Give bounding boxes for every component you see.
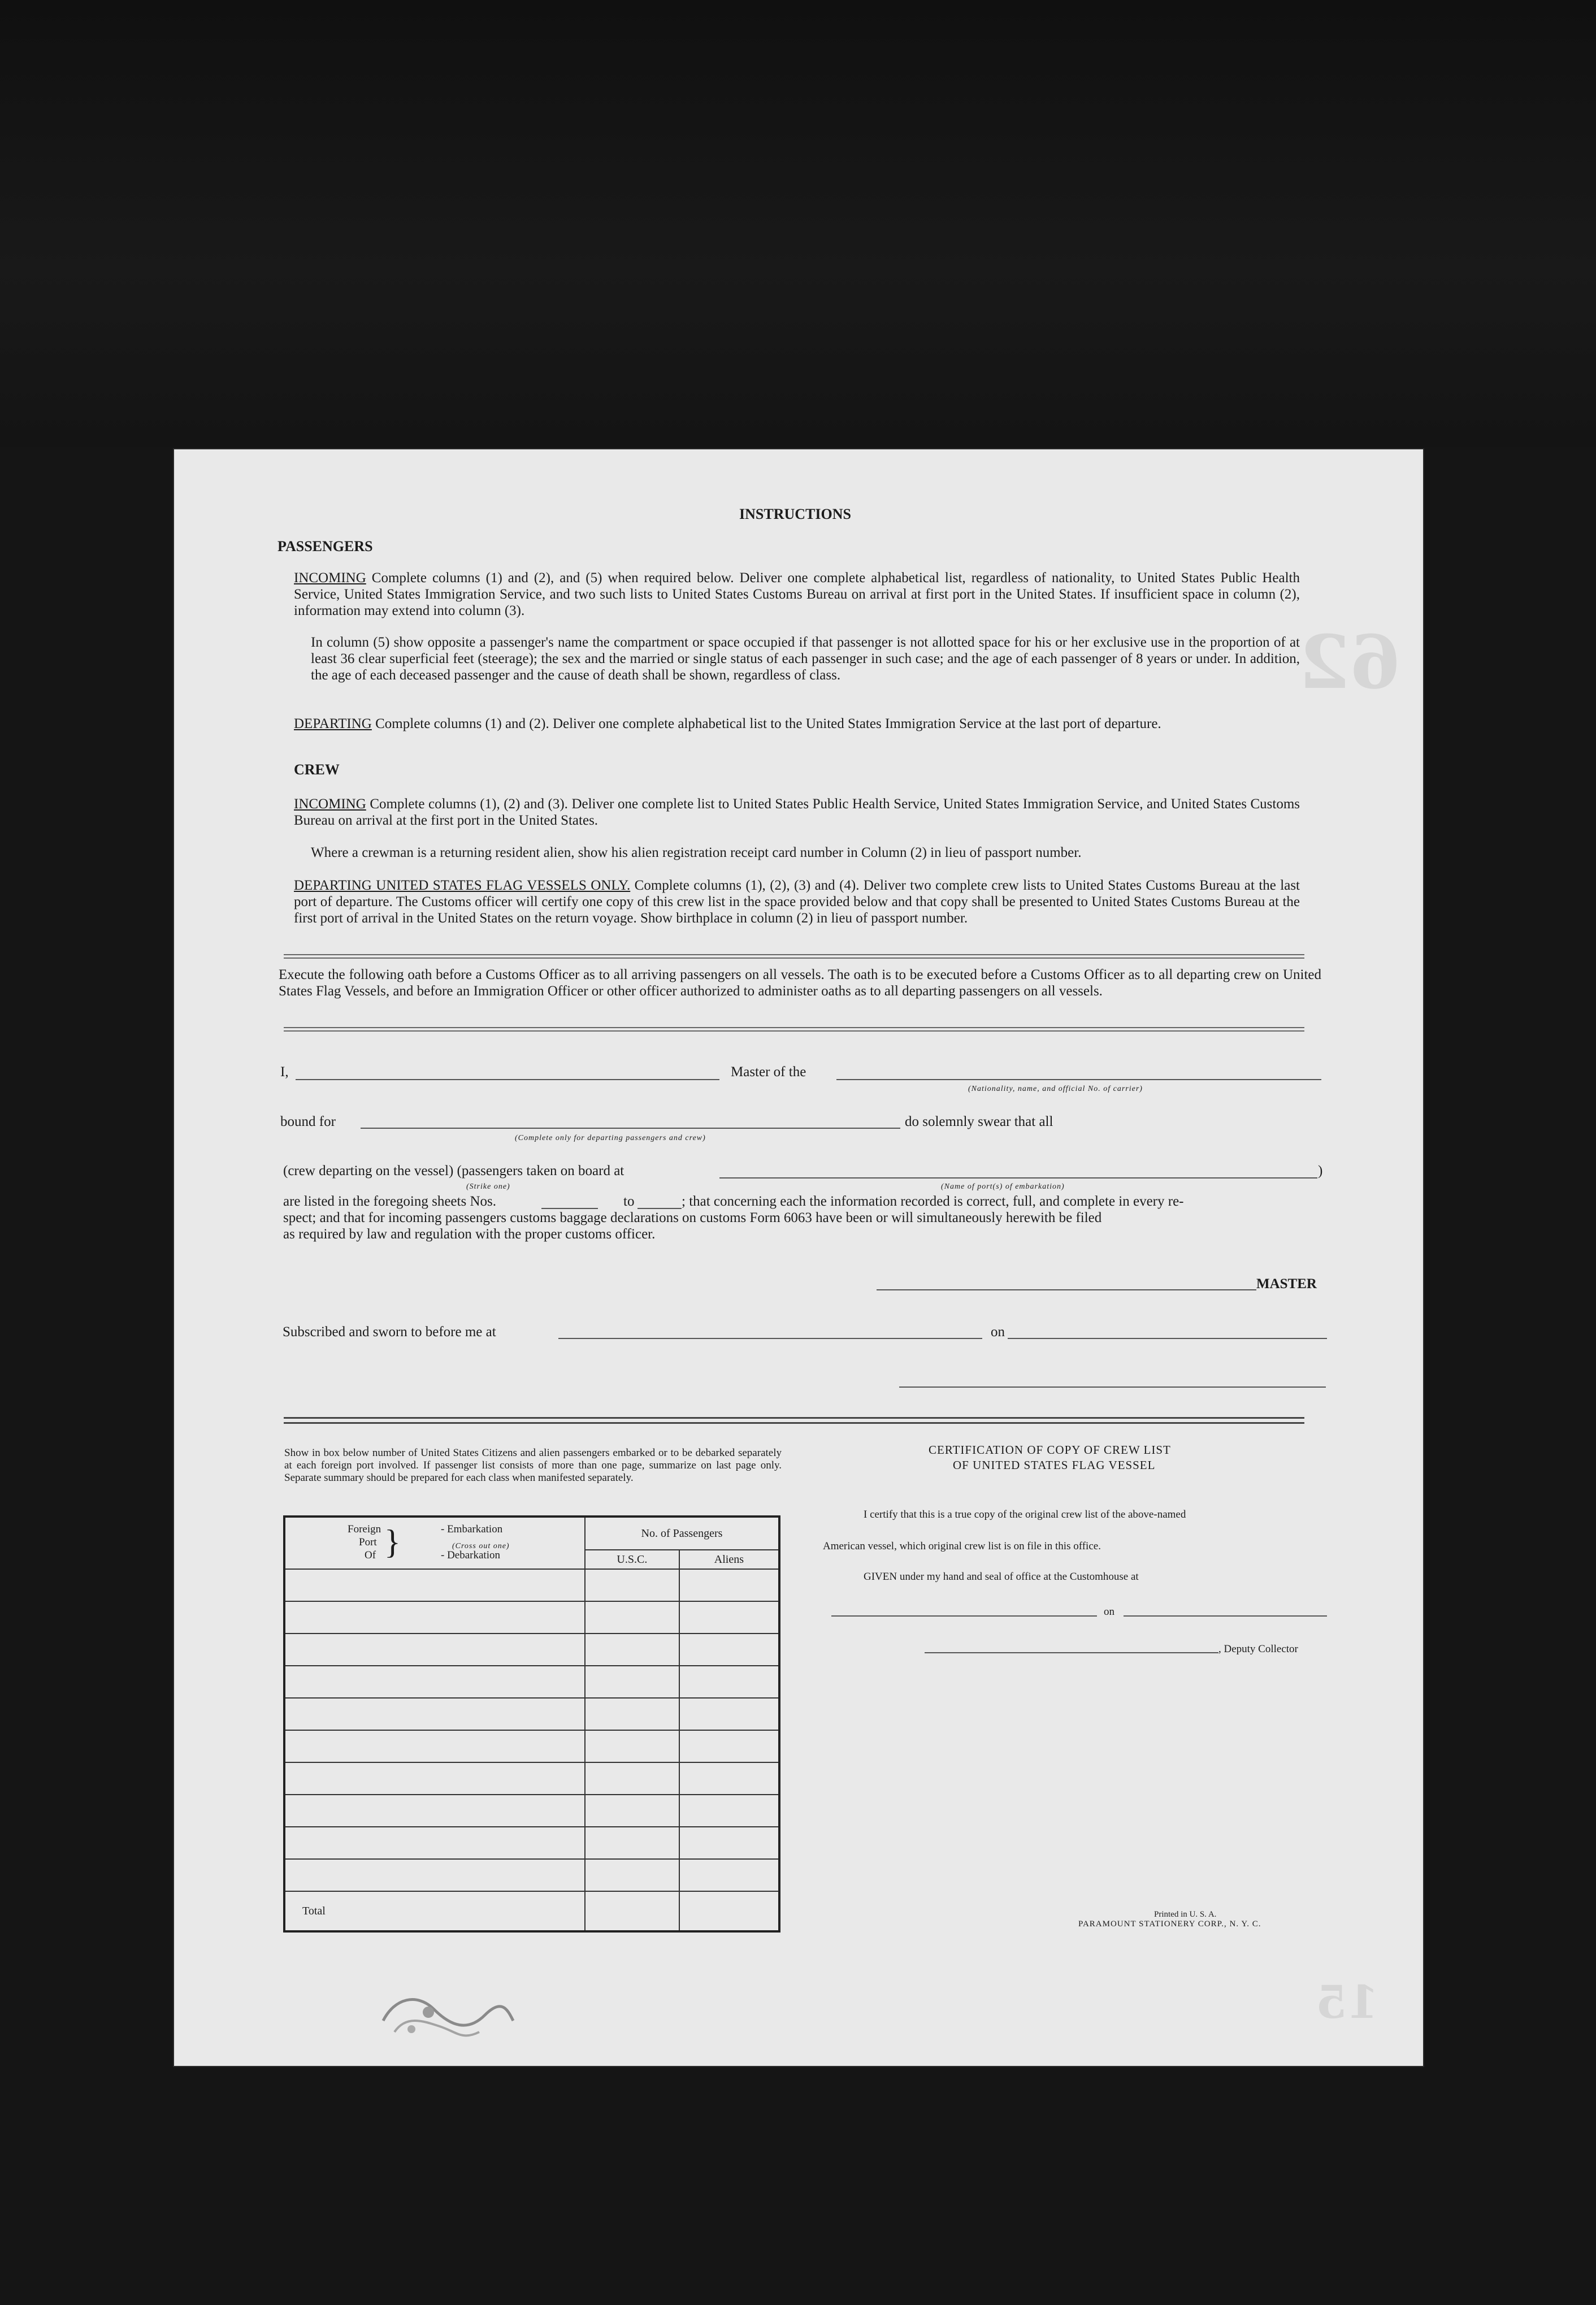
- cert-given: GIVEN under my hand and seal of office at the Customhouse at: [864, 1571, 1139, 1583]
- bleed-through-number: 62: [1299, 619, 1401, 705]
- bound-for-line[interactable]: [361, 1128, 900, 1129]
- cert-text-2: American vessel, which original crew list is on file in this office.: [823, 1540, 1101, 1552]
- passengers-incoming: [294, 570, 1300, 619]
- port-label: Port: [359, 1536, 377, 1548]
- master-name-line[interactable]: [296, 1079, 719, 1080]
- subscribed-label: Subscribed and sworn to before me at: [283, 1324, 496, 1340]
- crew-departing-text: Complete columns (1), (2), (3) and (4). Deliver two complete crew lists to United States Customs Bureau at the last port of departure. The Customs officer will certify one copy of this crew list in the space provided below and that copy shall be presented to United States Customs Bureau at the first port of arrival in the United States on the return voyage. Show birthplace in column (2) in lieu of passport number.: [294, 878, 1300, 926]
- total-aliens-cell[interactable]: [679, 1891, 779, 1931]
- master-signature-label: MASTER: [1256, 1276, 1317, 1292]
- ports-note: (Name of port(s) of embarkation): [941, 1182, 1065, 1191]
- divider-top: [284, 954, 1304, 959]
- instructions-title: INSTRUCTIONS: [739, 506, 851, 522]
- sheet-from-line[interactable]: [541, 1208, 598, 1209]
- incoming-text: Complete columns (1) and (2), and (5) when required below. Deliver one complete alphabetical list, regardless of nationality, to United States Public Health Service, United States Immigration Service, and two such lists to United States Customs Bureau on arrival at first port in the United States. If insufficient space in column (2), information may extend into column (3).: [294, 570, 1300, 618]
- total-label: Total: [284, 1891, 585, 1931]
- foreign-label: Foreign: [348, 1523, 381, 1535]
- master-of-the: Master of the: [731, 1064, 806, 1080]
- crew-departing-clause: (crew departing on the vessel) (passengers taken on board at: [283, 1163, 624, 1179]
- crew-incoming-text: Complete columns (1), (2) and (3). Deliver one complete list to United States Public Health Service, United States Immigration Service, and United States Customs Bureau on arrival at the first port in the United States.: [294, 796, 1300, 828]
- table-row: [284, 1795, 779, 1827]
- subscribed-date-line[interactable]: [1008, 1338, 1327, 1339]
- passengers-heading: PASSENGERS: [277, 538, 373, 554]
- statement-1: ; that concerning each the information recorded is correct, full, and complete in every re-: [682, 1194, 1184, 1209]
- crew-resident: Where a crewman is a returning resident alien, show his alien registration receipt card number in Column (2) in lieu of passport number.: [311, 845, 1082, 860]
- table-row: [284, 1698, 779, 1730]
- oath-i-label: I,: [280, 1064, 289, 1080]
- debarkation-label: - Debarkation: [441, 1549, 500, 1561]
- nationality-note: (Nationality, name, and official No. of carrier): [968, 1085, 1143, 1093]
- crew-incoming: [294, 796, 1300, 829]
- table-row: [284, 1730, 779, 1762]
- crew-heading: CREW: [294, 761, 340, 778]
- close-paren: ): [1318, 1163, 1323, 1179]
- aliens-header: Aliens: [679, 1550, 779, 1569]
- customhouse-line[interactable]: [831, 1615, 1097, 1617]
- passengers-departing: [294, 716, 1300, 732]
- total-row: [284, 1891, 779, 1931]
- incoming-label: INCOMING: [294, 570, 366, 586]
- embarkation-label: - Embarkation: [441, 1523, 503, 1535]
- cert-date-line[interactable]: [1124, 1615, 1327, 1617]
- table-row: [284, 1827, 779, 1859]
- printer-name: PARAMOUNT STATIONERY CORP., N. Y. C.: [1078, 1920, 1261, 1929]
- cert-on: on: [1104, 1606, 1114, 1618]
- oath-intro: Execute the following oath before a Customs Officer as to all arriving passengers on all vessels. The oath is to be executed before a Customs Officer as to all departing crew on United States Flag Vessels, and before an Immigration Officer or other officer authorized to administer oaths as to all departing passengers on all vessels.: [279, 967, 1321, 999]
- table-row: [284, 1569, 779, 1601]
- table-row: [284, 1762, 779, 1795]
- crew-departing-label: DEPARTING UNITED STATES FLAG VESSELS ONLY.: [294, 878, 631, 893]
- statement-3: as required by law and regulation with the proper customs officer.: [283, 1227, 656, 1242]
- strike-one-note: (Strike one): [466, 1182, 510, 1191]
- deputy-signature-line[interactable]: [925, 1652, 1218, 1653]
- usc-header: U.S.C.: [585, 1550, 679, 1569]
- cert-title-1: CERTIFICATION OF COPY OF CREW LIST: [929, 1443, 1171, 1457]
- cert-text-1: I certify that this is a true copy of the original crew list of the above-named: [864, 1509, 1186, 1520]
- table-row: [284, 1601, 779, 1634]
- passenger-summary-table: [283, 1515, 780, 1933]
- bound-for-label: bound for: [280, 1114, 336, 1129]
- departing-label: DEPARTING: [294, 716, 372, 731]
- table-row: [284, 1859, 779, 1891]
- crew-departing: [294, 877, 1300, 926]
- scan-background: [0, 0, 1596, 447]
- printed-in-usa: Printed in U. S. A.: [1154, 1910, 1217, 1919]
- of-label: Of: [365, 1549, 376, 1561]
- passengers-column5: In column (5) show opposite a passenger's name the compartment or space occupied if that passenger is not allotted space for his or her exclusive use in the proportion of at least 36 clear superficial feet (steerage); the sex and the married or single status of each passenger in such case; and the age of each passenger of 8 years or under. In addition, the age of each deceased passenger and the cause of death shall be shown, regardless of class.: [311, 635, 1300, 683]
- divider-bottom: [284, 1417, 1304, 1424]
- port-header-cell: [284, 1517, 585, 1569]
- departing-text: Complete columns (1) and (2). Deliver one complete alphabetical list to the United States Immigration Service at the last port of departure.: [375, 716, 1161, 731]
- listed-in: are listed in the foregoing sheets Nos.: [283, 1194, 496, 1209]
- table-row: [284, 1666, 779, 1698]
- brace-icon: }: [384, 1523, 401, 1561]
- divider-oath: [284, 1027, 1304, 1032]
- sheet-to-line[interactable]: [637, 1208, 682, 1209]
- table-row: [284, 1634, 779, 1666]
- solemnly-swear: do solemnly swear that all: [905, 1114, 1053, 1129]
- to-label: to: [623, 1194, 635, 1209]
- master-signature-line[interactable]: [877, 1289, 1256, 1290]
- subscribed-place-line[interactable]: [558, 1338, 982, 1339]
- total-usc-cell[interactable]: [585, 1891, 679, 1931]
- subscribed-on: on: [991, 1324, 1005, 1340]
- carrier-line[interactable]: [836, 1079, 1321, 1080]
- crew-incoming-label: INCOMING: [294, 796, 366, 812]
- ink-smudge: [372, 1987, 519, 2049]
- officer-signature-line[interactable]: [899, 1387, 1326, 1388]
- statement-2: spect; and that for incoming passengers customs baggage declarations on customs Form 6063 have been or will simultaneously herewith be filed: [283, 1210, 1102, 1225]
- cross-out-note: (Cross out one): [452, 1542, 510, 1550]
- no-passengers-header: No. of Passengers: [585, 1517, 779, 1550]
- document-page: [174, 449, 1423, 2066]
- bleed-through-number-small: 15: [1316, 1975, 1379, 2029]
- summary-instruction: Show in box below number of United States Citizens and alien passengers embarked or to be debarked separately at each foreign port involved. If passenger list consists of more than one page, summarize on last page only. Separate summary should be prepared for each class when manifested separately.: [284, 1447, 782, 1484]
- deputy-collector-label: , Deputy Collector: [1218, 1643, 1298, 1655]
- cert-title-2: OF UNITED STATES FLAG VESSEL: [953, 1458, 1156, 1472]
- departing-only-note: (Complete only for departing passengers and crew): [515, 1134, 706, 1142]
